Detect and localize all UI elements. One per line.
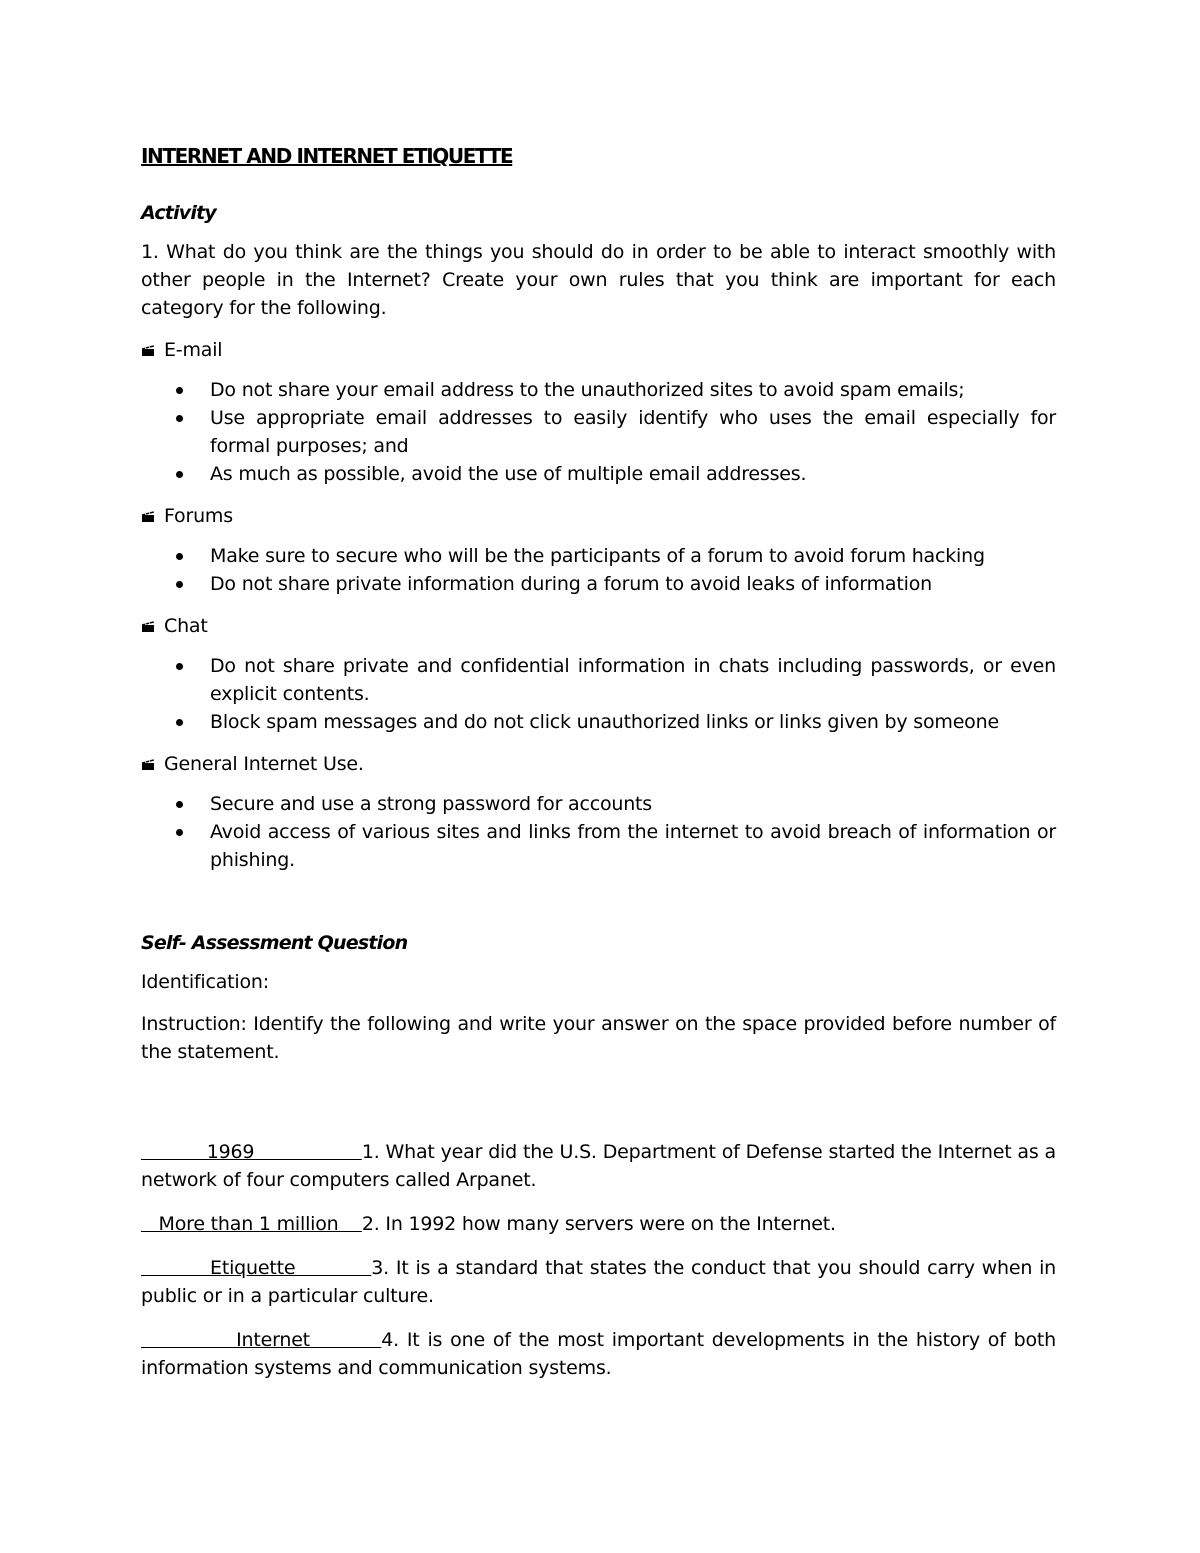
rule-text: Make sure to secure who will be the participants of a forum to avoid forum hacking [210, 545, 985, 567]
section-spacer [141, 888, 1056, 928]
list-item [141, 542, 1056, 570]
activity-heading: Activity [141, 202, 216, 224]
activity-question: 1. What do you think are the things you should do in order to be able to interact smoothly with other people in the Internet? Create your own rules that you think are important for each category for the following. [141, 241, 1056, 319]
email-rules-list [141, 376, 1056, 488]
list-item [141, 708, 1056, 736]
bullet-icon [176, 581, 183, 588]
answer-blank: Etiquette [141, 1257, 372, 1279]
identification-label: Identification: [141, 971, 269, 993]
bullet-icon [176, 415, 183, 422]
rule-text: Do not share private information during a forum to avoid leaks of information [210, 573, 932, 595]
rule-text: As much as possible, avoid the use of multiple email addresses. [210, 463, 807, 485]
clapperboard-icon [141, 511, 155, 523]
list-item [141, 818, 1056, 874]
bullet-icon [176, 471, 183, 478]
answer-blank: More than 1 million [141, 1213, 362, 1235]
category-forums [141, 502, 1056, 530]
bullet-icon [176, 719, 183, 726]
bullet-icon [176, 387, 183, 394]
clapperboard-icon [141, 345, 155, 357]
category-forums-label: Forums [164, 505, 233, 527]
rule-text: Do not share your email address to the unauthorized sites to avoid spam emails; [210, 379, 965, 401]
list-item [141, 376, 1056, 404]
question-item-3 [141, 1254, 1056, 1310]
question-text: 4. It is one of the most important developments in the history of both information systems and communication systems. [141, 1329, 1056, 1379]
rule-text: Secure and use a strong password for accounts [210, 793, 653, 815]
document-page [141, 140, 1056, 1398]
bullet-icon [176, 829, 183, 836]
category-general-internet-use [141, 750, 1056, 778]
self-assessment-heading: Self- Assessment Question [141, 932, 408, 954]
category-general-internet-use-label: General Internet Use. [164, 753, 364, 775]
question-text: 2. In 1992 how many servers were on the Internet. [361, 1213, 836, 1235]
list-item [141, 570, 1056, 598]
list-item [141, 404, 1056, 460]
bullet-icon [176, 553, 183, 560]
category-email-label: E-mail [164, 339, 223, 361]
question-text: 3. It is a standard that states the conduct that you should carry when in public or in a particular culture. [141, 1257, 1056, 1307]
question-text: 1. What year did the U.S. Department of Defense started the Internet as a network of four computers called Arpanet. [141, 1141, 1056, 1191]
rule-text: Do not share private and confidential information in chats including passwords, or even explicit contents. [210, 655, 1056, 705]
list-item [141, 652, 1056, 708]
question-item-2 [141, 1210, 1056, 1238]
answer-blank: Internet [141, 1329, 382, 1351]
list-item [141, 790, 1056, 818]
category-chat [141, 612, 1056, 640]
question-item-1 [141, 1138, 1056, 1194]
bullet-icon [176, 663, 183, 670]
general-internet-use-rules-list [141, 790, 1056, 874]
rule-text: Block spam messages and do not click unauthorized links or links given by someone [210, 711, 999, 733]
document-title: INTERNET AND INTERNET ETIQUETTE [141, 144, 513, 168]
question-item-4 [141, 1326, 1056, 1382]
clapperboard-icon [141, 621, 155, 633]
instruction-text: Instruction: Identify the following and write your answer on the space provided before number of the statement. [141, 1013, 1056, 1063]
bullet-icon [176, 801, 183, 808]
chat-rules-list [141, 652, 1056, 736]
answer-blank: 1969 [141, 1141, 362, 1163]
rule-text: Avoid access of various sites and links from the internet to avoid breach of information or phishing. [210, 821, 1056, 871]
category-chat-label: Chat [164, 615, 208, 637]
rule-text: Use appropriate email addresses to easily identify who uses the email especially for formal purposes; and [210, 407, 1056, 457]
clapperboard-icon [141, 759, 155, 771]
list-item [141, 460, 1056, 488]
forums-rules-list [141, 542, 1056, 598]
section-spacer [141, 1080, 1056, 1138]
category-email [141, 336, 1056, 364]
